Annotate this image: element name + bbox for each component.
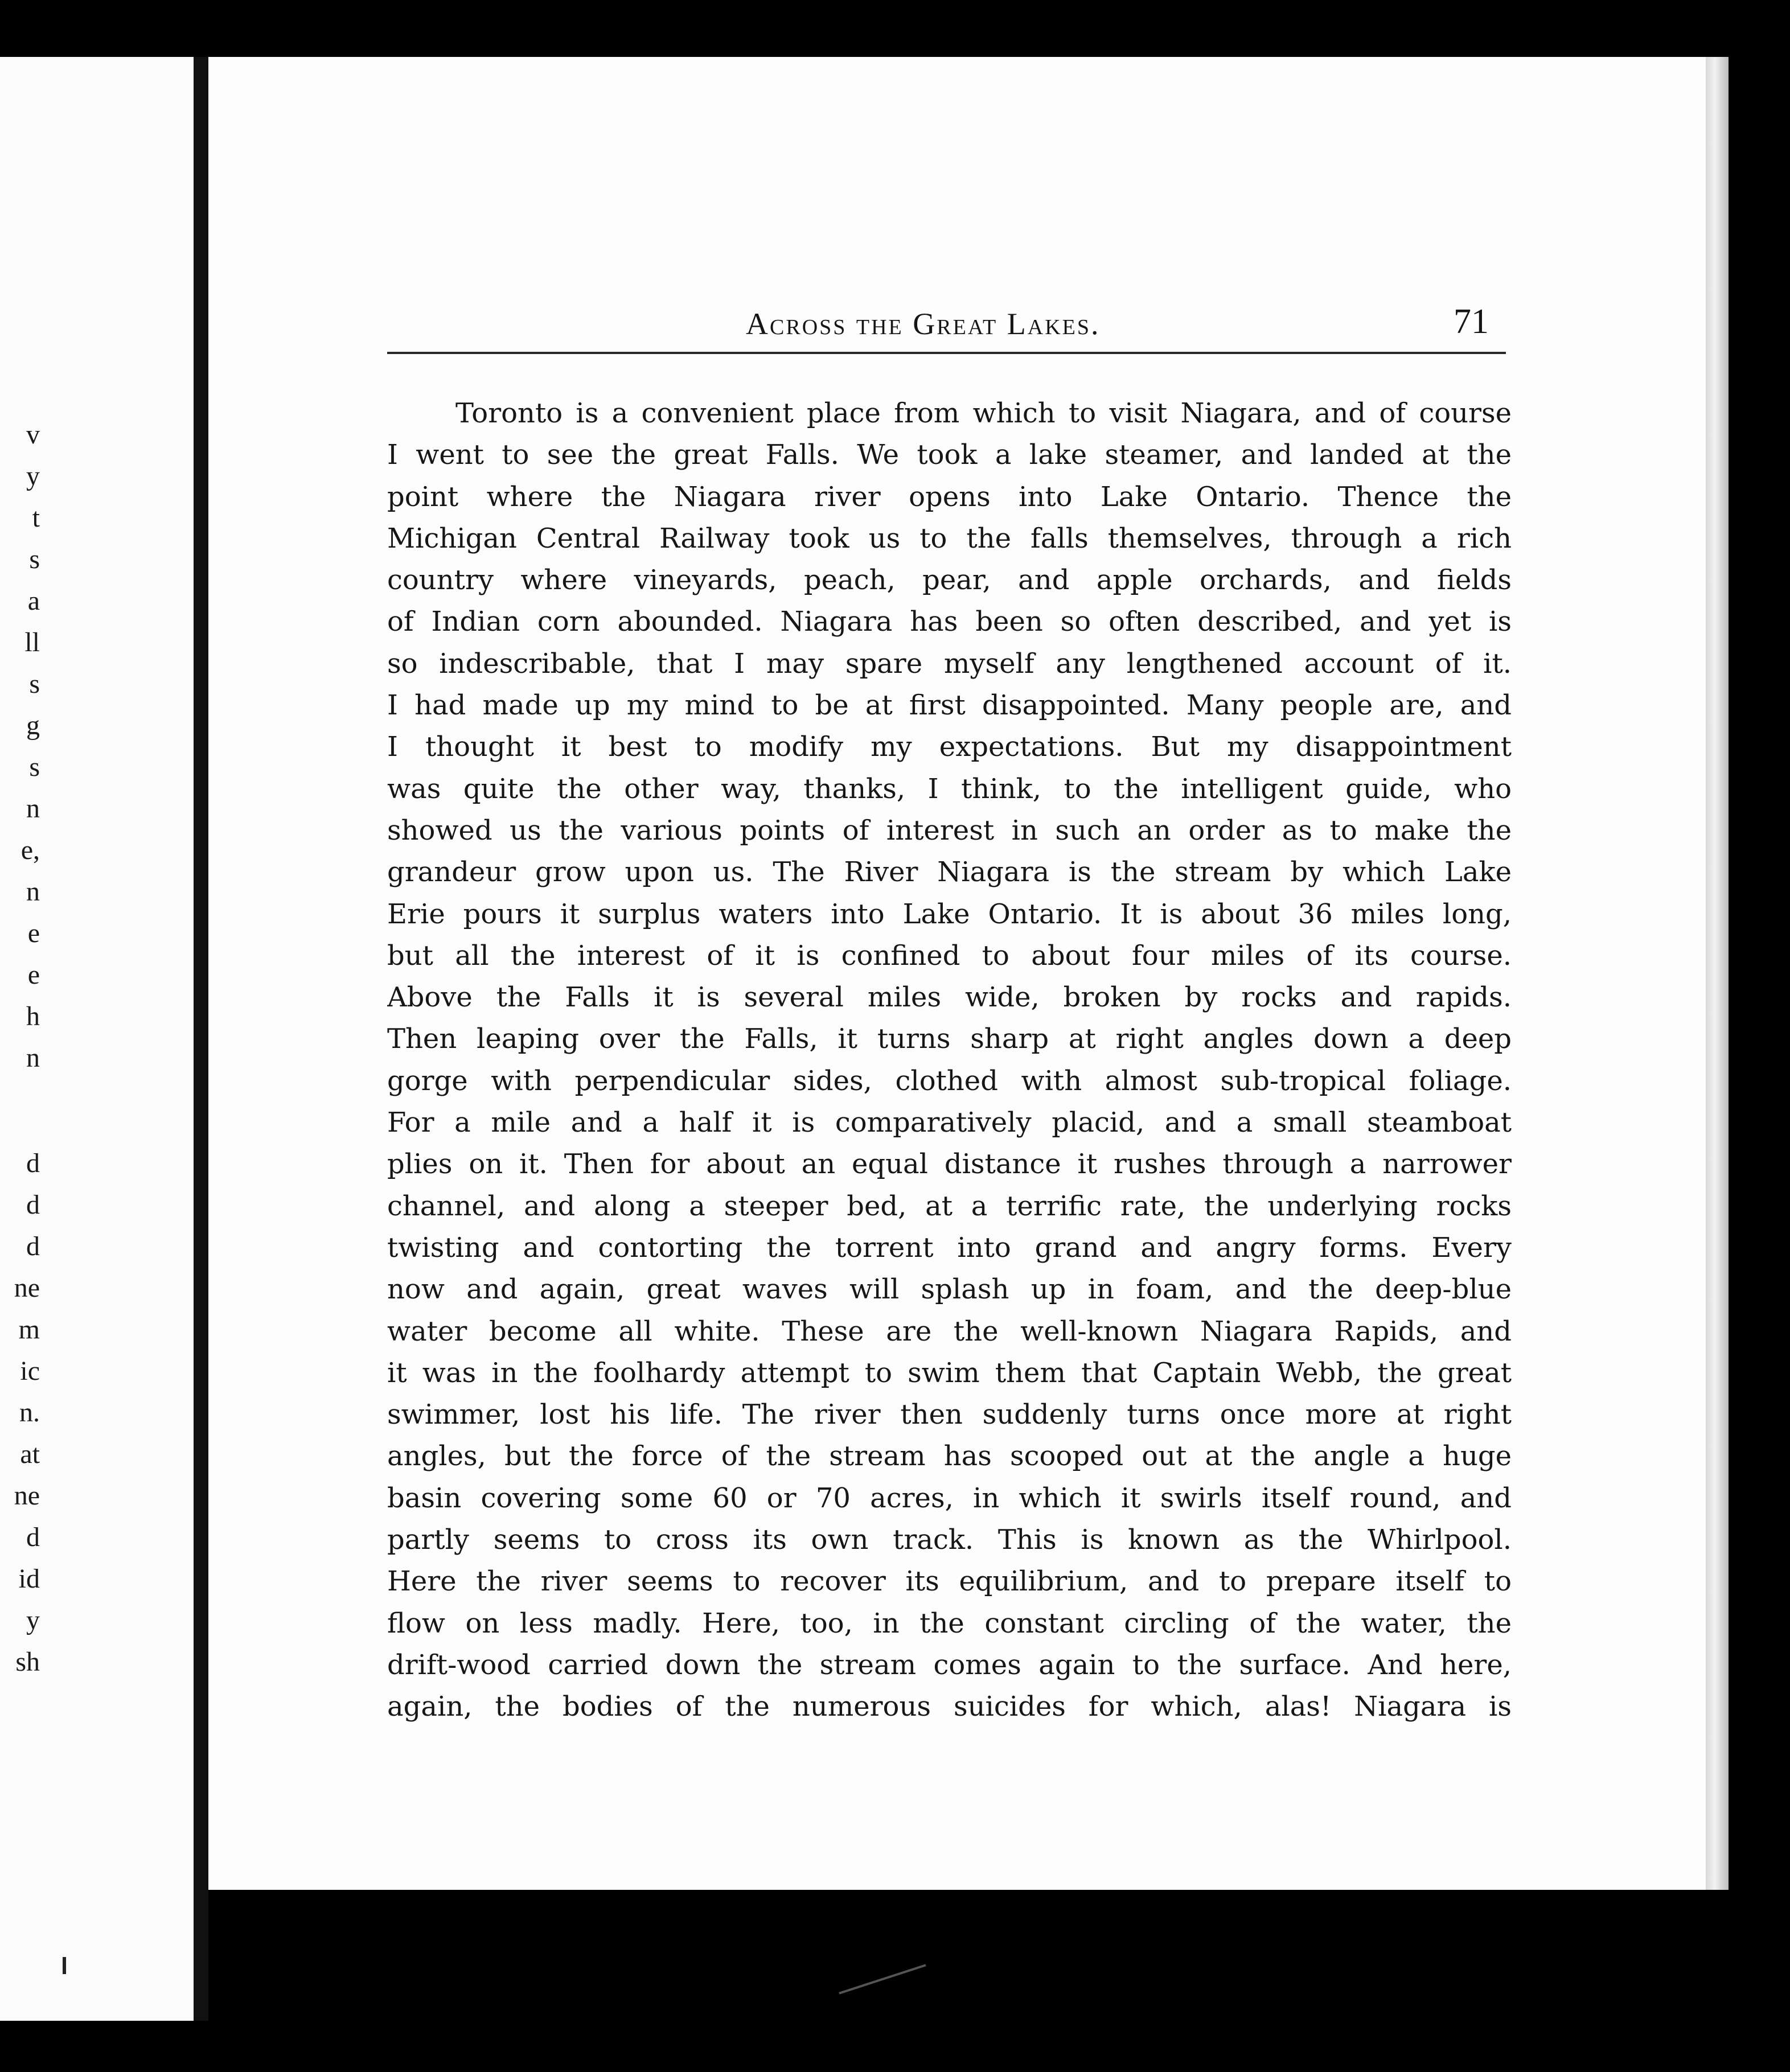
fragment-letters: y — [26, 461, 40, 491]
text-line: grandeur grow upon us. The River Niagara is the stream by which Lake — [387, 856, 1512, 889]
fragment-letters: d — [26, 1522, 40, 1552]
fragment-letters: at — [20, 1439, 40, 1469]
fragment-letters: d — [26, 1148, 40, 1178]
text-line: Above the Falls it is several miles wide, broken by rocks and rapids. — [387, 981, 1512, 1014]
text-line: angles, but the force of the stream has scooped out at the angle a huge — [387, 1440, 1512, 1473]
text-line: flow on less madly. Here, too, in the constant circling of the water, the — [387, 1607, 1512, 1639]
text-line: channel, and along a steeper bed, at a terrific rate, the underlying rocks — [387, 1190, 1512, 1222]
text-line: Then leaping over the Falls, it turns sharp at right angles down a deep — [387, 1023, 1512, 1055]
fragment-letters: n — [26, 877, 40, 907]
text-line: For a mile and a half it is comparatively placid, and a small steamboat — [387, 1107, 1512, 1139]
fragment-letters: y — [26, 1605, 40, 1635]
text-line: gorge with perpendicular sides, clothed with almost sub-tropical foliage. — [387, 1064, 1512, 1097]
text-line: Toronto is a convenient place from which to visit Niagara, and of course — [455, 397, 1512, 429]
text-line: water become all white. These are the well-known Niagara Rapids, and — [387, 1315, 1512, 1347]
fragment-letters: h — [26, 1001, 40, 1031]
text-line: point where the Niagara river opens into Lake Ontario. Thence the — [387, 480, 1512, 513]
fragment-letters: n. — [19, 1397, 40, 1428]
fragment-letters: d — [26, 1231, 40, 1261]
fragment-letters: ne — [14, 1273, 40, 1303]
fragment-letters: e — [27, 960, 40, 990]
scan-artifact — [63, 1957, 66, 1974]
fragment-letters: s — [29, 669, 40, 699]
page-number: 71 — [1454, 302, 1489, 341]
fragment-letters: t — [32, 503, 40, 533]
fragment-letters: e, — [20, 835, 40, 865]
text-line: I went to see the great Falls. We took a lake steamer, and landed at the — [387, 439, 1512, 471]
header-rule — [387, 352, 1506, 354]
fragment-letters: a — [27, 586, 40, 616]
text-line: of Indian corn abounded. Niagara has been so often described, and yet is — [387, 606, 1512, 638]
text-line: was quite the other way, thanks, I think, to the intelligent guide, who — [387, 772, 1512, 805]
text-line: twisting and contorting the torrent into grand and angry forms. Every — [387, 1231, 1512, 1264]
text-line: again, the bodies of the numerous suicides for which, alas! Niagara is — [387, 1691, 1512, 1723]
running-head: Across the Great Lakes. — [746, 307, 1101, 341]
previous-page-fragment — [0, 57, 202, 2021]
text-line: I thought it best to modify my expectations. But my disappointment — [387, 731, 1512, 763]
text-line: plies on it. Then for about an equal distance it rushes through a narrower — [387, 1148, 1512, 1181]
fragment-letters: ll — [24, 627, 40, 657]
fragment-letters: m — [18, 1314, 40, 1345]
fragment-letters: n — [26, 1043, 40, 1073]
fragment-letters: e — [27, 918, 40, 948]
body-text — [387, 393, 1512, 1728]
text-line: swimmer, lost his life. The river then suddenly turns once more at right — [387, 1399, 1512, 1431]
fragment-letters: n — [26, 794, 40, 824]
text-line: I had made up my mind to be at first disappointed. Many people are, and — [387, 689, 1512, 722]
text-line: Erie pours it surplus waters into Lake Ontario. It is about 36 miles long, — [387, 898, 1512, 930]
book-gutter — [194, 57, 208, 2021]
text-line: it was in the foolhardy attempt to swim them that Captain Webb, the great — [387, 1356, 1512, 1389]
text-line: Michigan Central Railway took us to the falls themselves, through a rich — [387, 522, 1512, 554]
fragment-letters: sh — [15, 1647, 40, 1677]
fragment-letters: s — [29, 752, 40, 782]
text-line: partly seems to cross its own track. This is known as the Whirlpool. — [387, 1524, 1512, 1556]
page-header — [387, 296, 1506, 347]
text-line: basin covering some 60 or 70 acres, in which it swirls itself round, and — [387, 1482, 1512, 1514]
fragment-letters: ne — [14, 1481, 40, 1511]
fragment-letters: s — [29, 544, 40, 574]
fragment-letters: id — [18, 1564, 40, 1594]
text-line: now and again, great waves will splash up in foam, and the deep-blue — [387, 1273, 1512, 1306]
fragment-letters: ic — [20, 1356, 40, 1386]
text-line: but all the interest of it is confined to about four miles of its course. — [387, 939, 1512, 972]
text-line: country where vineyards, peach, pear, and apple orchards, and fields — [387, 564, 1512, 597]
text-line: so indescribable, that I may spare myself any lengthened account of it. — [387, 647, 1512, 680]
text-line: drift-wood carried down the stream comes again to the surface. And here, — [387, 1648, 1512, 1681]
fragment-letters: d — [26, 1190, 40, 1220]
text-line: Here the river seems to recover its equilibrium, and to prepare itself to — [387, 1565, 1512, 1598]
fragment-letters: v — [26, 420, 40, 450]
scan-background — [208, 1890, 1729, 2072]
fragment-letters: g — [26, 710, 40, 741]
page-edge — [1706, 57, 1729, 1890]
text-line: showed us the various points of interest in such an order as to make the — [387, 814, 1512, 846]
